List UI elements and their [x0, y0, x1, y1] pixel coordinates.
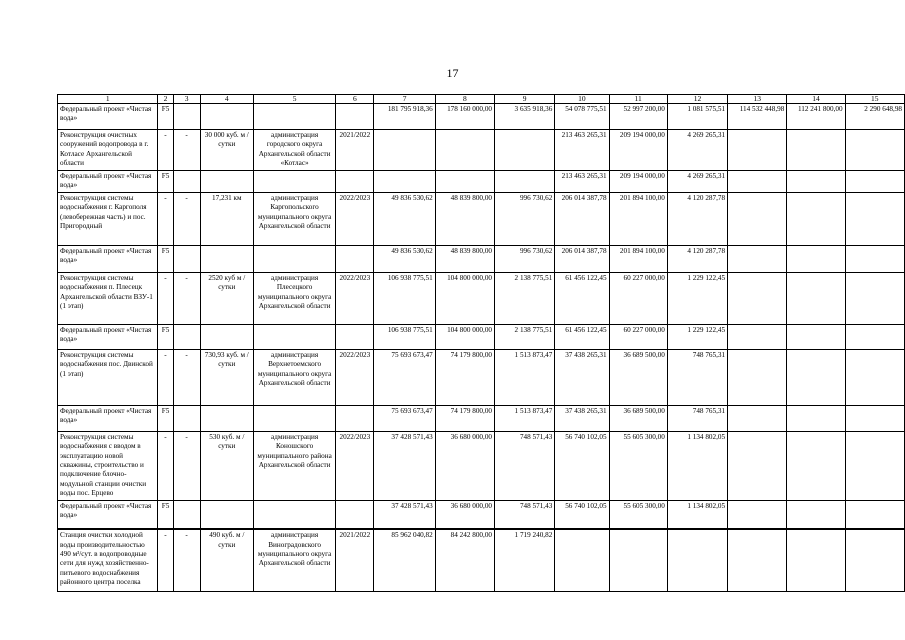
amount-cell	[728, 171, 787, 193]
capacity-cell	[200, 104, 253, 130]
amount-cell: 748 765,31	[667, 349, 727, 405]
code-cell: F5	[158, 245, 173, 272]
amount-cell: 996 730,62	[495, 245, 555, 272]
amount-cell	[555, 529, 609, 591]
period-cell	[336, 405, 374, 431]
amount-cell: 56 740 102,05	[555, 500, 609, 529]
period-cell: 2022/2023	[336, 272, 374, 324]
amount-cell	[787, 431, 845, 500]
object-name-cell: Федеральный проект «Чистая вода»	[58, 324, 158, 349]
amount-cell: 1 229 122,45	[667, 272, 727, 324]
object-name-cell: Федеральный проект «Чистая вода»	[58, 405, 158, 431]
object-name-cell: Реконструкция системы водоснабжения пос. Двинской (1 этап)	[58, 349, 158, 405]
amount-cell: 201 894 100,00	[609, 192, 667, 245]
amount-cell	[787, 272, 845, 324]
column-number: 7	[374, 95, 435, 104]
capacity-cell: 530 куб. м /сутки	[200, 431, 253, 500]
amount-cell	[728, 245, 787, 272]
object-name-cell: Станция очистки холодной воды производительностью 490 м³/сут. в водопроводные сети для нужд хозяйственно-питьевого водоснабжения районного центра поселка	[58, 529, 158, 591]
amount-cell	[495, 171, 555, 193]
amount-cell: 74 179 800,00	[435, 405, 494, 431]
amount-cell	[435, 171, 494, 193]
object-row	[58, 431, 905, 500]
amount-cell	[845, 130, 904, 171]
amount-cell	[787, 405, 845, 431]
customer-cell	[253, 104, 335, 130]
amount-cell: 1 513 873,47	[495, 349, 555, 405]
federal-project-row	[58, 245, 905, 272]
amount-cell: 37 428 571,43	[374, 431, 435, 500]
column-number: 11	[609, 95, 667, 104]
amount-cell	[787, 324, 845, 349]
period-cell: 2022/2023	[336, 431, 374, 500]
object-row	[58, 192, 905, 245]
object-name-cell: Реконструкция системы водоснабжения г. Каргополя (левобережная часть) и пос. Пригородный	[58, 192, 158, 245]
page-number: 17	[446, 66, 459, 80]
amount-cell: 75 693 673,47	[374, 405, 435, 431]
amount-cell: 112 241 800,00	[787, 104, 845, 130]
amount-cell: 206 014 387,78	[555, 192, 609, 245]
amount-cell: 4 269 265,31	[667, 171, 727, 193]
column-number: 4	[200, 95, 253, 104]
amount-cell	[728, 529, 787, 591]
object-name-cell: Реконструкция системы водоснабжения п. Плесецк Архангельской области ВЗУ-1 (1 этап)	[58, 272, 158, 324]
amount-cell	[787, 130, 845, 171]
amount-cell	[728, 272, 787, 324]
col3-cell	[173, 324, 200, 349]
capacity-cell: 17,231 км	[200, 192, 253, 245]
amount-cell: 104 800 000,00	[435, 324, 494, 349]
code-cell: F5	[158, 324, 173, 349]
customer-cell: администрация Виноградовского муниципального округа Архангельской области	[253, 529, 335, 591]
federal-project-row	[58, 324, 905, 349]
capacity-cell: 2520 куб м /сутки	[200, 272, 253, 324]
amount-cell: 106 938 775,51	[374, 272, 435, 324]
customer-cell: администрация Верхнетоемского муниципального округа Архангельской области	[253, 349, 335, 405]
amount-cell: 74 179 800,00	[435, 349, 494, 405]
amount-cell: 61 456 122,45	[555, 272, 609, 324]
col3-cell	[173, 245, 200, 272]
amount-cell: 114 532 448,98	[728, 104, 787, 130]
amount-cell: 213 463 265,31	[555, 130, 609, 171]
amount-cell: 1 134 802,05	[667, 500, 727, 529]
amount-cell	[728, 405, 787, 431]
period-cell	[336, 171, 374, 193]
amount-cell: 55 605 300,00	[609, 500, 667, 529]
column-number: 6	[336, 95, 374, 104]
amount-cell: 213 463 265,31	[555, 171, 609, 193]
amount-cell	[728, 500, 787, 529]
federal-project-row	[58, 500, 905, 529]
amount-cell: 36 680 000,00	[435, 431, 494, 500]
federal-project-row	[58, 104, 905, 130]
customer-cell	[253, 405, 335, 431]
amount-cell	[787, 500, 845, 529]
amount-cell: 2 138 775,51	[495, 324, 555, 349]
column-number: 10	[555, 95, 609, 104]
amount-cell	[667, 529, 727, 591]
amount-cell	[787, 192, 845, 245]
amount-cell: 1 081 575,51	[667, 104, 727, 130]
amount-cell	[845, 245, 904, 272]
amount-cell	[845, 349, 904, 405]
amount-cell	[728, 349, 787, 405]
col3-cell	[173, 104, 200, 130]
amount-cell	[495, 130, 555, 171]
amount-cell	[374, 130, 435, 171]
col3-cell	[173, 500, 200, 529]
amount-cell: 36 689 500,00	[609, 405, 667, 431]
amount-cell: 37 438 265,31	[555, 405, 609, 431]
amount-cell: 54 078 775,51	[555, 104, 609, 130]
budget-table	[57, 94, 905, 592]
amount-cell: 1 134 802,05	[667, 431, 727, 500]
amount-cell	[728, 431, 787, 500]
federal-project-row	[58, 171, 905, 193]
amount-cell: 1 719 240,82	[495, 529, 555, 591]
amount-cell: 106 938 775,51	[374, 324, 435, 349]
amount-cell	[845, 529, 904, 591]
column-number: 13	[728, 95, 787, 104]
amount-cell: 37 438 265,31	[555, 349, 609, 405]
amount-cell	[728, 324, 787, 349]
object-row	[58, 130, 905, 171]
amount-cell	[845, 324, 904, 349]
object-name-cell: Реконструкция системы водоснабжения с вводом в эксплуатацию новой скважины, строительство и подключение блочно-модульной станции очистки воды пос. Ерцево	[58, 431, 158, 500]
period-cell: 2021/2022	[336, 529, 374, 591]
amount-cell: 1 229 122,45	[667, 324, 727, 349]
column-number: 15	[845, 95, 904, 104]
capacity-cell	[200, 245, 253, 272]
code-cell: F5	[158, 171, 173, 193]
amount-cell	[728, 192, 787, 245]
customer-cell: администрация Плесецкого муниципального округа Архангельской области	[253, 272, 335, 324]
column-number: 1	[58, 95, 158, 104]
period-cell: 2021/2022	[336, 130, 374, 171]
customer-cell: администрация Коношского муниципального района Архангельской области	[253, 431, 335, 500]
amount-cell: 178 160 000,00	[435, 104, 494, 130]
column-number: 5	[253, 95, 335, 104]
federal-project-row	[58, 405, 905, 431]
amount-cell	[728, 130, 787, 171]
amount-cell: 201 894 100,00	[609, 245, 667, 272]
amount-cell	[787, 171, 845, 193]
amount-cell: 36 689 500,00	[609, 349, 667, 405]
col3-cell: -	[173, 272, 200, 324]
amount-cell: 49 836 530,62	[374, 245, 435, 272]
customer-cell	[253, 500, 335, 529]
amount-cell	[845, 192, 904, 245]
amount-cell: 61 456 122,45	[555, 324, 609, 349]
object-name-cell: Федеральный проект «Чистая вода»	[58, 245, 158, 272]
capacity-cell	[200, 171, 253, 193]
amount-cell	[435, 130, 494, 171]
amount-cell: 209 194 000,00	[609, 171, 667, 193]
amount-cell	[787, 349, 845, 405]
col3-cell: -	[173, 130, 200, 171]
code-cell: -	[158, 192, 173, 245]
column-number: 12	[667, 95, 727, 104]
amount-cell: 3 635 918,36	[495, 104, 555, 130]
object-name-cell: Федеральный проект «Чистая вода»	[58, 104, 158, 130]
amount-cell	[787, 529, 845, 591]
amount-cell	[845, 171, 904, 193]
object-name-cell: Федеральный проект «Чистая вода»	[58, 171, 158, 193]
amount-cell: 209 194 000,00	[609, 130, 667, 171]
amount-cell: 206 014 387,78	[555, 245, 609, 272]
col3-cell: -	[173, 192, 200, 245]
amount-cell: 49 836 530,62	[374, 192, 435, 245]
capacity-cell: 490 куб. м /сутки	[200, 529, 253, 591]
code-cell: F5	[158, 500, 173, 529]
col3-cell	[173, 405, 200, 431]
column-number: 14	[787, 95, 845, 104]
code-cell: -	[158, 272, 173, 324]
object-name-cell: Реконструкция очистных сооружений водопровода в г. Котласе Архангельской области	[58, 130, 158, 171]
amount-cell: 48 839 800,00	[435, 245, 494, 272]
amount-cell: 181 795 918,36	[374, 104, 435, 130]
period-cell	[336, 324, 374, 349]
amount-cell: 748 765,31	[667, 405, 727, 431]
amount-cell: 60 227 000,00	[609, 324, 667, 349]
column-number: 9	[495, 95, 555, 104]
amount-cell	[845, 431, 904, 500]
period-cell: 2022/2023	[336, 192, 374, 245]
amount-cell: 37 428 571,43	[374, 500, 435, 529]
object-row	[58, 529, 905, 591]
code-cell: F5	[158, 104, 173, 130]
amount-cell: 748 571,43	[495, 500, 555, 529]
object-name-cell: Федеральный проект «Чистая вода»	[58, 500, 158, 529]
object-row	[58, 349, 905, 405]
code-cell: -	[158, 130, 173, 171]
customer-cell	[253, 171, 335, 193]
column-number: 8	[435, 95, 494, 104]
capacity-cell: 30 000 куб. м /сутки	[200, 130, 253, 171]
amount-cell: 52 997 200,00	[609, 104, 667, 130]
amount-cell	[845, 500, 904, 529]
amount-cell: 1 513 873,47	[495, 405, 555, 431]
amount-cell: 75 693 673,47	[374, 349, 435, 405]
amount-cell: 4 120 287,78	[667, 245, 727, 272]
code-cell: -	[158, 529, 173, 591]
customer-cell: администрация Каргопольского муниципального округа Архангельской области	[253, 192, 335, 245]
amount-cell: 2 290 648,98	[845, 104, 904, 130]
amount-cell: 60 227 000,00	[609, 272, 667, 324]
object-row	[58, 272, 905, 324]
amount-cell	[845, 272, 904, 324]
amount-cell	[845, 405, 904, 431]
column-number: 3	[173, 95, 200, 104]
col3-cell: -	[173, 349, 200, 405]
amount-cell: 2 138 775,51	[495, 272, 555, 324]
period-cell	[336, 104, 374, 130]
amount-cell: 85 962 040,82	[374, 529, 435, 591]
code-cell: -	[158, 431, 173, 500]
capacity-cell	[200, 405, 253, 431]
code-cell: -	[158, 349, 173, 405]
col3-cell: -	[173, 529, 200, 591]
amount-cell: 55 605 300,00	[609, 431, 667, 500]
amount-cell	[787, 245, 845, 272]
capacity-cell	[200, 324, 253, 349]
customer-cell: администрация городского округа Архангельской области «Котлас»	[253, 130, 335, 171]
customer-cell	[253, 324, 335, 349]
amount-cell: 56 740 102,05	[555, 431, 609, 500]
period-cell: 2022/2023	[336, 349, 374, 405]
amount-cell	[374, 171, 435, 193]
customer-cell	[253, 245, 335, 272]
column-number-row	[58, 95, 905, 104]
amount-cell: 4 269 265,31	[667, 130, 727, 171]
period-cell	[336, 500, 374, 529]
period-cell	[336, 245, 374, 272]
col3-cell: -	[173, 431, 200, 500]
amount-cell: 84 242 800,00	[435, 529, 494, 591]
capacity-cell: 730,93 куб. м /сутки	[200, 349, 253, 405]
amount-cell: 748 571,43	[495, 431, 555, 500]
column-number: 2	[158, 95, 173, 104]
code-cell: F5	[158, 405, 173, 431]
capacity-cell	[200, 500, 253, 529]
amount-cell: 48 839 800,00	[435, 192, 494, 245]
amount-cell: 996 730,62	[495, 192, 555, 245]
amount-cell: 36 680 000,00	[435, 500, 494, 529]
col3-cell	[173, 171, 200, 193]
amount-cell: 104 800 000,00	[435, 272, 494, 324]
amount-cell: 4 120 287,78	[667, 192, 727, 245]
amount-cell	[609, 529, 667, 591]
